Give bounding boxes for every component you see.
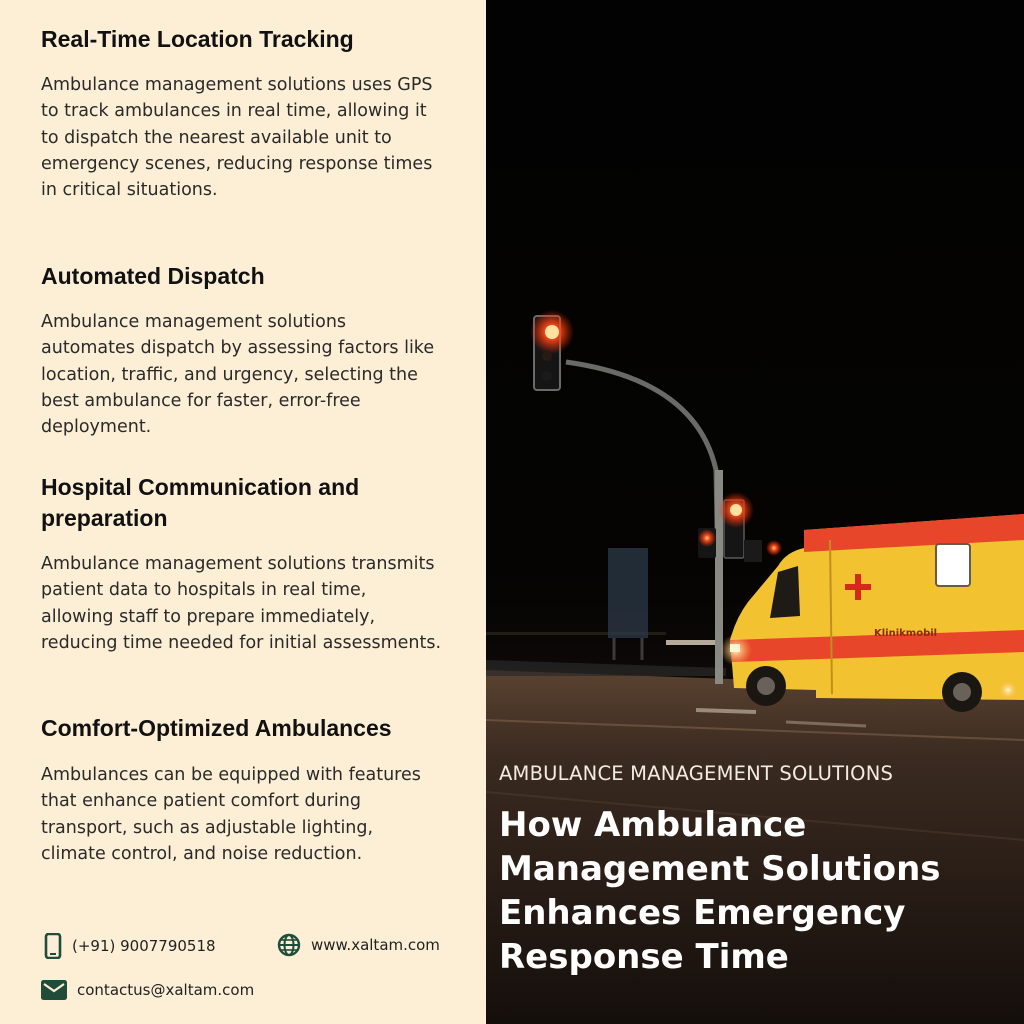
section-title-location-tracking: Real-Time Location Tracking [41,26,354,52]
section-title-automated-dispatch: Automated Dispatch [41,263,265,289]
contact-website-text: www.xaltam.com [311,936,440,954]
vehicle-label: Klinikmobil [874,628,938,639]
hero-panel [486,0,1024,1024]
contact-phone[interactable] [44,933,216,959]
contact-email[interactable] [41,979,254,1001]
contact-website[interactable] [277,933,440,957]
phone-icon [44,933,62,959]
contact-email-text: contactus@xaltam.com [77,981,255,999]
hero-kicker: AMBULANCE MANAGEMENT SOLUTIONS [499,762,894,785]
mail-icon [41,979,67,1001]
contact-phone-text: (+91) 9007790518 [72,937,216,955]
section-body-automated-dispatch: Ambulance management solutions automates dispatch by assessing factors like location, traffic, and urgency, selecting the best ambulance for faster, error-free deployment. [41,312,435,438]
section-title-hospital-communication: Hospital Communication and preparation [41,474,360,531]
section-body-hospital-communication: Ambulance management solutions transmits patient data to hospitals in real time, allowing staff to prepare immediately, reducing time needed for initial assessments. [41,554,442,653]
section-body-comfort-ambulances: Ambulances can be equipped with features that enhance patient comfort during transport, such as adjustable lighting, climate control, and noise reduction. [41,765,421,864]
hero-headline: How Ambulance Management Solutions Enhances Emergency Response Time [499,805,941,977]
globe-icon [277,933,301,957]
section-body-location-tracking: Ambulance management solutions uses GPS to track ambulances in real time, allowing it to dispatch the nearest available unit to emergency scenes, reducing response times in critical situations. [41,75,433,201]
section-title-comfort-ambulances: Comfort-Optimized Ambulances [41,715,392,741]
info-panel [0,0,486,1024]
